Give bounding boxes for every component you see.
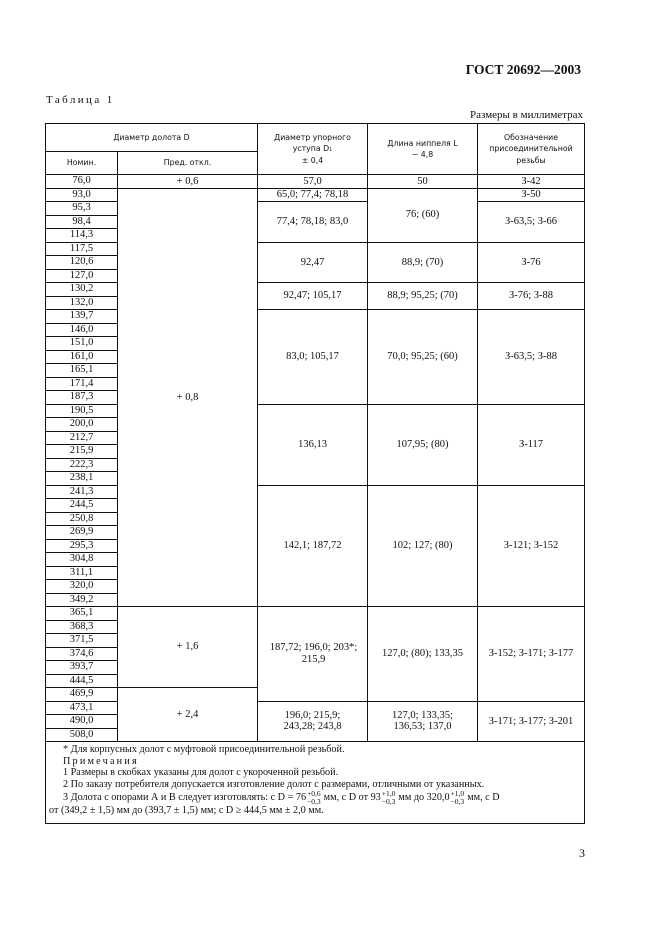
- nipple-cell: 127,0; (80); 133,35: [368, 607, 478, 702]
- shoulder-cell: 187,72; 196,0; 203*; 215,9: [258, 607, 368, 702]
- nominal-cell: 93,0: [46, 188, 118, 202]
- thread-cell: З-117: [478, 404, 585, 485]
- tolerance-cell: + 0,6: [118, 175, 258, 189]
- shoulder-cell: 92,47; 105,17: [258, 283, 368, 310]
- nominal-cell: 165,1: [46, 364, 118, 378]
- nipple-cell: 76; (60): [368, 188, 478, 242]
- nipple-cell: 70,0; 95,25; (60): [368, 310, 478, 405]
- nominal-cell: 295,3: [46, 539, 118, 553]
- thread-cell: З-50: [478, 188, 585, 202]
- tolerance-fraction: +0,6 −0,3: [307, 789, 321, 806]
- shoulder-cell: 65,0; 77,4; 78,18: [258, 188, 368, 202]
- nipple-cell: 127,0; 133,35; 136,53; 137,0: [368, 701, 478, 742]
- nominal-cell: 171,4: [46, 377, 118, 391]
- nominal-cell: 250,8: [46, 512, 118, 526]
- nominal-cell: 187,3: [46, 391, 118, 405]
- thread-cell: З-171; З-177; З-201: [478, 701, 585, 742]
- shoulder-cell: 142,1; 187,72: [258, 485, 368, 607]
- note-1: 1 Размеры в скобках указаны для долот с укороченной резьбой.: [63, 767, 339, 778]
- shoulder-cell: 57,0: [258, 175, 368, 189]
- nominal-cell: 368,3: [46, 620, 118, 634]
- notes-title: Примечания: [63, 755, 139, 767]
- thread-cell: З-63,5; З-88: [478, 310, 585, 405]
- nominal-cell: 127,0: [46, 269, 118, 283]
- drill-bit-dimensions-table: [45, 123, 585, 824]
- thread-cell: З-42: [478, 175, 585, 189]
- nominal-cell: 222,3: [46, 458, 118, 472]
- nominal-cell: 311,1: [46, 566, 118, 580]
- nominal-cell: 393,7: [46, 661, 118, 675]
- tolerance-cell: + 2,4: [118, 688, 258, 742]
- table-notes: [46, 742, 585, 824]
- nominal-cell: 365,1: [46, 607, 118, 621]
- shoulder-cell: 196,0; 215,9; 243,28; 243,8: [258, 701, 368, 742]
- nominal-cell: 490,0: [46, 715, 118, 729]
- tolerance-fraction: +1,0 −0,3: [450, 789, 465, 806]
- units-caption: Размеры в миллиметрах: [470, 109, 583, 121]
- shoulder-cell: 92,47: [258, 242, 368, 283]
- nominal-cell: 508,0: [46, 728, 118, 742]
- header-shoulder-diameter: Диаметр упорного уступа D₁ ± 0,4: [258, 124, 368, 175]
- nominal-cell: 151,0: [46, 337, 118, 351]
- header-tolerance: Пред. откл.: [118, 152, 258, 175]
- nominal-cell: 117,5: [46, 242, 118, 256]
- nominal-cell: 161,0: [46, 350, 118, 364]
- nominal-cell: 98,4: [46, 215, 118, 229]
- header-thread-designation: Обозначение присоединительной резьбы: [478, 124, 585, 175]
- nipple-cell: 88,9; (70): [368, 242, 478, 283]
- footnote-star: * Для корпусных долот с муфтовой присоединительной резьбой.: [63, 744, 345, 755]
- tolerance-cell: + 1,6: [118, 607, 258, 688]
- nominal-cell: 269,9: [46, 526, 118, 540]
- shoulder-cell: 77,4; 78,18; 83,0: [258, 202, 368, 243]
- nominal-cell: 146,0: [46, 323, 118, 337]
- nominal-cell: 212,7: [46, 431, 118, 445]
- tolerance-fraction: +1,0 −0,3: [381, 789, 396, 806]
- nipple-cell: 107,95; (80): [368, 404, 478, 485]
- page-number: 3: [579, 846, 585, 860]
- shoulder-cell: 83,0; 105,17: [258, 310, 368, 405]
- table-label: Таблица 1: [46, 94, 115, 106]
- thread-cell: З-121; З-152: [478, 485, 585, 607]
- note-2: 2 По заказу потребителя допускается изготовление долот с размерами, отличными от указанных.: [63, 778, 485, 790]
- nominal-cell: 139,7: [46, 310, 118, 324]
- nominal-cell: 95,3: [46, 202, 118, 216]
- header-diameter-group: Диаметр долота D: [46, 124, 258, 152]
- nominal-cell: 114,3: [46, 229, 118, 243]
- nominal-cell: 190,5: [46, 404, 118, 418]
- thread-cell: З-63,5; З-66: [478, 202, 585, 243]
- thread-cell: З-76; З-88: [478, 283, 585, 310]
- nipple-cell: 50: [368, 175, 478, 189]
- nipple-cell: 88,9; 95,25; (70): [368, 283, 478, 310]
- nominal-cell: 215,9: [46, 445, 118, 459]
- header-nominal: Номин.: [46, 152, 118, 175]
- note-3-line-1: 3 Долота с опорами А и В следует изготовлять: с D = 76 +0,6 −0,3 мм, с D от 93 +1,0 −0,3 мм до 320,0 +1,0 −0,3 мм, с D: [63, 789, 500, 806]
- nominal-cell: 238,1: [46, 472, 118, 486]
- nominal-cell: 241,3: [46, 485, 118, 499]
- nipple-cell: 102; 127; (80): [368, 485, 478, 607]
- thread-cell: З-76: [478, 242, 585, 283]
- nominal-cell: 469,9: [46, 688, 118, 702]
- document-code: ГОСТ 20692—2003: [465, 62, 581, 77]
- header-nipple-length: Длина ниппеля L − 4,8: [368, 124, 478, 175]
- nominal-cell: 444,5: [46, 674, 118, 688]
- nominal-cell: 120,6: [46, 256, 118, 270]
- nominal-cell: 76,0: [46, 175, 118, 189]
- nominal-cell: 473,1: [46, 701, 118, 715]
- note-3-line-2: от (349,2 ± 1,5) мм до (393,7 ± 1,5) мм; с D ≥ 444,5 мм ± 2,0 мм.: [49, 805, 324, 816]
- nominal-cell: 304,8: [46, 553, 118, 567]
- nominal-cell: 130,2: [46, 283, 118, 297]
- tolerance-cell: + 0,8: [118, 188, 258, 607]
- nominal-cell: 349,2: [46, 593, 118, 607]
- nominal-cell: 371,5: [46, 634, 118, 648]
- nominal-cell: 200,0: [46, 418, 118, 432]
- shoulder-cell: 136,13: [258, 404, 368, 485]
- nominal-cell: 244,5: [46, 499, 118, 513]
- nominal-cell: 320,0: [46, 580, 118, 594]
- nominal-cell: 374,6: [46, 647, 118, 661]
- thread-cell: З-152; З-171; З-177: [478, 607, 585, 702]
- nominal-cell: 132,0: [46, 296, 118, 310]
